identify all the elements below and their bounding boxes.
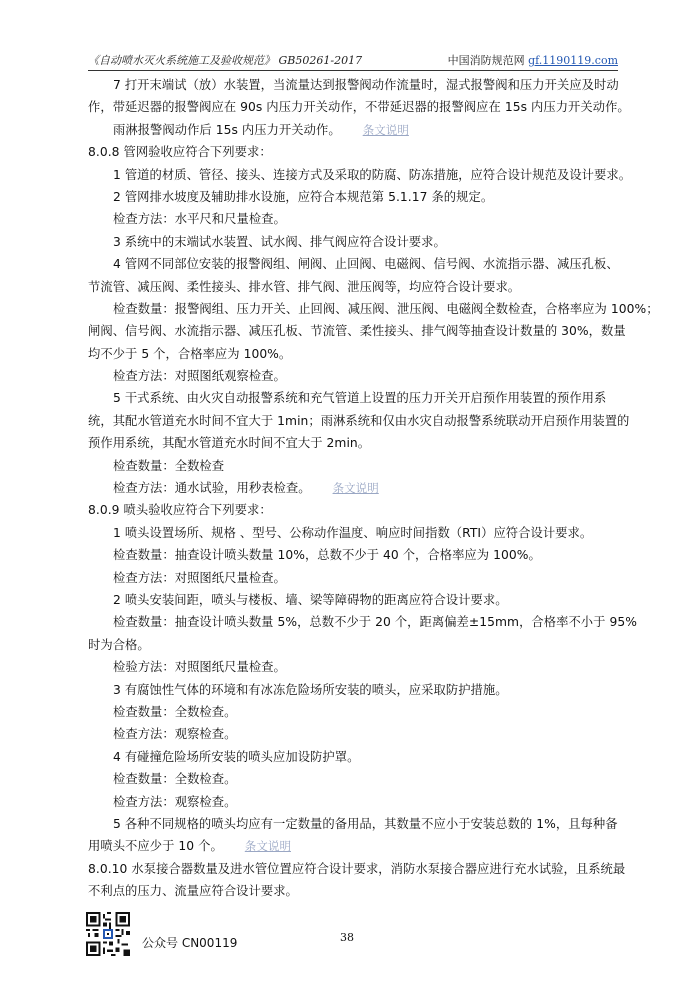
line-text: 检验方法：对照图纸尺量检查。 [113, 660, 286, 675]
text-line [88, 835, 618, 857]
line-text: 2 喷头安装间距，喷头与楼板、墙、梁等障碍物的距离应符合设计要求。 [113, 592, 508, 607]
line-text: 均不少于 5 个，合格率应为 100%。 [88, 346, 292, 361]
line-text: 时为合格。 [88, 637, 150, 652]
line-text: 2 管网排水坡度及辅助排水设施，应符合本规范第 5.1.17 条的规定。 [113, 189, 494, 204]
text-line [88, 141, 618, 163]
page-number: 38 [340, 931, 354, 944]
text-line [88, 701, 618, 723]
text-line [88, 477, 618, 499]
text-line [88, 499, 618, 521]
line-text: 8.0.8 管网验收应符合下列要求： [88, 145, 272, 160]
text-line [88, 455, 618, 477]
site-name: 中国消防规范网 [447, 54, 525, 67]
text-line [88, 365, 618, 387]
text-line [88, 791, 618, 813]
line-text: 检查方法：通水试验，用秒表检查。 [113, 481, 311, 496]
text-line [88, 611, 637, 633]
text-line [88, 343, 618, 365]
site-url-link[interactable]: gf.1190119.com [528, 54, 618, 67]
text-line [88, 298, 659, 320]
explanation-link[interactable]: 条文说明 [244, 839, 291, 854]
text-line [88, 74, 618, 96]
text-line [88, 679, 618, 701]
line-text: 检查数量：全数检查。 [113, 704, 237, 719]
explanation-link[interactable]: 条文说明 [332, 481, 379, 496]
line-text: 1 喷头设置场所、规格 、型号、公称动作温度、响应时间指数（RTI）应符合设计要求。 [113, 525, 593, 540]
line-text: 节流管、减压阀、柔性接头、排水管、排气阀、泄压阀等，均应符合设计要求。 [88, 279, 521, 294]
text-line [88, 589, 618, 611]
text-line [88, 746, 618, 768]
text-line [88, 231, 618, 253]
line-text: 统，其配水管道充水时间不宜大于 1min；雨淋系统和仅由水灾自动报警系统联动开启预作用装置的 [88, 413, 630, 428]
line-text: 7 打开末端试（放）水装置，当流量达到报警阀动作流量时，湿式报警阀和压力开关应及时动 [113, 78, 619, 92]
line-text: 雨淋报警阀动作后 15s 内压力开关动作。 [113, 122, 341, 137]
line-text: 检查数量：全数检查 [113, 458, 225, 473]
text-line [88, 723, 618, 745]
line-text: 作，带延迟器的报警阀应在 90s 内压力开关动作，不带延迟器的报警阀应在 15s 内压力开关动作。 [88, 100, 630, 115]
explanation-link[interactable]: 条文说明 [362, 122, 409, 137]
text-line [88, 119, 618, 141]
qr-code-icon [86, 912, 130, 956]
text-line [88, 253, 618, 275]
line-text: 检查数量：报警阀组、压力开关、止回阀、减压阀、泄压阀、电磁阀全数检查，合格率应为 100%； [113, 301, 659, 316]
text-line [88, 634, 618, 656]
line-text: 3 有腐蚀性气体的环境和有冰冻危险场所安装的喷头，应采取防护措施。 [113, 682, 508, 697]
text-line [88, 410, 630, 432]
text-line [88, 567, 618, 589]
line-text: 检查方法：对照图纸尺量检查。 [113, 570, 286, 585]
line-text: 检查数量：抽查设计喷头数量 5%，总数不少于 20 个，距离偏差±15mm，合格率不小于 95% [113, 615, 637, 630]
document-body [88, 74, 659, 902]
text-line [88, 387, 618, 409]
text-line [88, 320, 626, 342]
text-line [88, 813, 618, 835]
text-line [88, 96, 630, 118]
line-text: 4 有碰撞危险场所安装的喷头应加设防护罩。 [113, 749, 360, 764]
site-info [448, 52, 618, 68]
text-line [88, 522, 618, 544]
line-text: 不利点的压力、流量应符合设计要求。 [88, 884, 298, 899]
line-text: 闸阀、信号阀、水流指示器、减压孔板、节流管、柔性接头、排气阀等抽查设计数量的 30%，数量 [88, 324, 626, 339]
text-line [88, 858, 626, 880]
line-text: 3 系统中的末端试水装置、试水阀、排气阀应符合设计要求。 [113, 234, 446, 249]
line-text: 8.0.9 喷头验收应符合下列要求： [88, 503, 272, 518]
text-line [88, 208, 618, 230]
document-title: 《自动喷水灭火系统施工及验收规范》 GB50261-2017 [88, 54, 363, 67]
text-line [88, 276, 618, 298]
line-text: 检查方法：水平尺和尺量检查。 [113, 212, 286, 227]
text-line [88, 164, 632, 186]
text-line [88, 768, 618, 790]
text-line [88, 656, 618, 678]
line-text: 预作用系统，其配水管道充水时间不宜大于 2min。 [88, 436, 371, 451]
line-text: 5 干式系统、由火灾自动报警系统和充气管道上设置的压力开关开启预作用装置的预作用系 [113, 391, 607, 406]
wechat-account-label: 公众号 CN00119 [142, 936, 238, 950]
line-text: 检查方法：对照图纸观察检查。 [113, 369, 286, 384]
line-text: 用喷头不应少于 10 个。 [88, 839, 223, 854]
line-text: 检查数量：抽查设计喷头数量 10%，总数不少于 40 个，合格率应为 100%。 [113, 548, 541, 563]
line-text: 4 管网不同部位安装的报警阀组、闸阀、止回阀、电磁阀、信号阀、水流指示器、减压孔板、 [113, 257, 619, 272]
text-line [88, 186, 618, 208]
line-text: 检查方法：观察检查。 [113, 727, 237, 742]
line-text: 8.0.10 水泵接合器数量及进水管位置应符合设计要求，消防水泵接合器应进行充水试验，且系统最 [88, 861, 626, 876]
line-text: 检查数量：全数检查。 [113, 772, 237, 787]
text-line [88, 880, 618, 902]
line-text: 检查方法：观察检查。 [113, 794, 237, 809]
page-header [88, 50, 618, 71]
line-text: 5 各种不同规格的喷头均应有一定数量的备用品，其数量不应小于安装总数的 1%，且每种备 [113, 816, 618, 831]
text-line [88, 432, 618, 454]
text-line [88, 544, 618, 566]
line-text: 1 管道的材质、管径、接头、连接方式及采取的防腐、防冻措施，应符合设计规范及设计要求。 [113, 167, 632, 182]
